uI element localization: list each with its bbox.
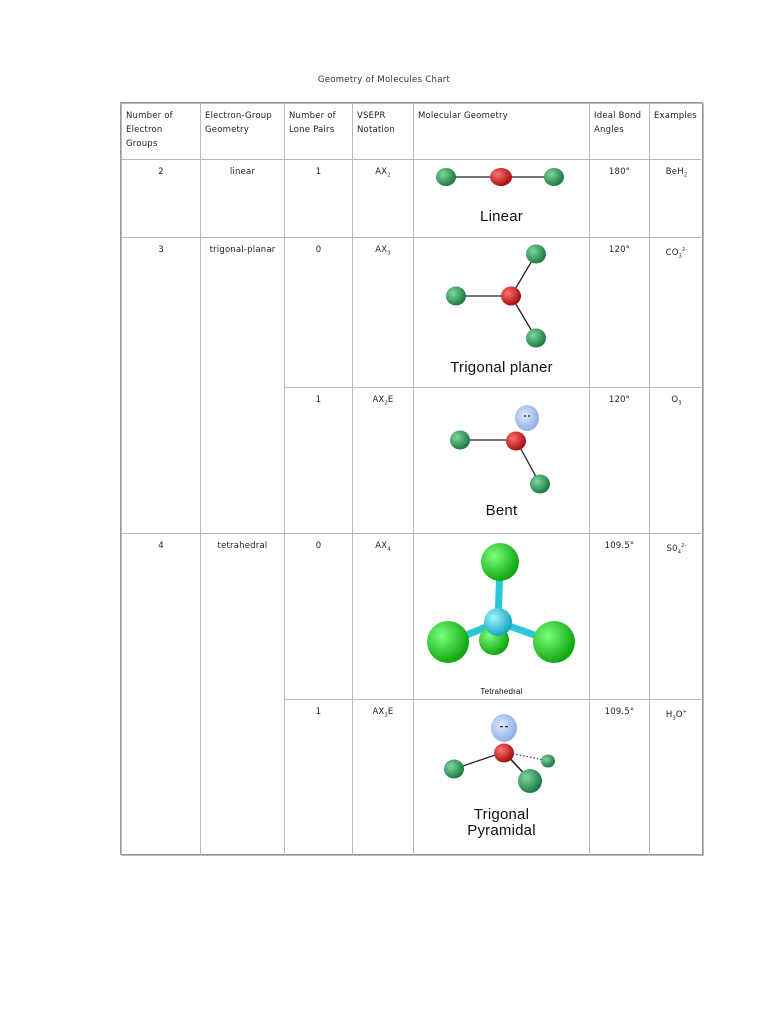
example-text: CO [665,247,679,258]
vsepr-cell [352,159,414,238]
electron-groups-2: 2 [121,159,201,238]
geometry-linear: linear [200,159,285,238]
vsepr-tail: E [387,707,394,717]
central-atom [494,744,514,763]
example-subscript: 3 [678,253,683,260]
outer-atom-back [541,755,555,768]
central-atom [506,432,526,451]
header-electron-groups: Number of Electron Groups [121,103,201,160]
molecule-linear-cell [413,159,590,238]
bond-angle-cell: 109.5° [589,533,650,700]
vsepr-tail: E [387,395,394,405]
page-title: Geometry of Molecules Chart [317,75,451,85]
example-subscript: 3 [672,715,676,722]
tetrahedral-molecule-illustration [414,534,591,701]
header-lone-pairs: Number of Lone Pairs [284,103,353,160]
vsepr-subscript: 3 [384,712,388,719]
molecule-caption-line2: Pyramidal [467,822,536,839]
header-molecular-geometry: Molecular Geometry [413,103,590,160]
lone-pair-orbital [491,714,517,742]
vsepr-cell [352,699,414,856]
molecule-bent-cell [413,387,590,534]
outer-atom [444,760,464,779]
vsepr-cell [352,237,414,388]
vsepr-cell [352,387,414,534]
molecule-caption: Tetrahedral [480,687,523,696]
outer-atom-left [436,168,456,186]
vsepr-subscript: 2 [384,400,388,407]
electron-groups-4: 4 [121,533,201,856]
example-cell [649,159,704,238]
example-superscript: + [682,709,688,715]
central-atom [501,287,521,306]
example-cell [649,387,704,534]
header-vsepr: VSEPR Notation [352,103,414,160]
geometry-trigonal-planar: trigonal-planar [200,237,285,534]
example-subscript: 2 [683,172,688,179]
lone-pairs-cell: 1 [284,387,353,534]
linear-molecule-illustration [414,160,591,239]
header-examples: Examples [649,103,704,160]
example-cell [649,699,704,856]
molecule-caption: Bent [485,502,518,519]
bond-angle-cell: 109.5° [589,699,650,856]
outer-atom [446,287,466,306]
lone-pair-electron [505,726,508,727]
vsepr-text: AX [375,541,388,551]
molecule-caption: Linear [480,208,523,225]
example-text: H [665,709,673,720]
vsepr-text: AX [372,707,385,717]
example-text-2: O [675,709,683,720]
lone-pairs-cell: 1 [284,159,353,238]
molecule-tetrahedral-cell [413,533,590,700]
electron-groups-3: 3 [121,237,201,534]
outer-atom [450,431,470,450]
outer-atom-right [544,168,564,186]
vsepr-text: AX [375,167,388,177]
vsepr-text: AX [372,395,385,405]
vsepr-subscript: 4 [387,546,391,553]
molecule-caption-line1: Trigonal [473,806,530,823]
example-text: S0 [666,543,678,554]
bond-angle-cell: 120° [589,237,650,388]
geometry-tetrahedral: tetrahedral [200,533,285,856]
geometry-table [120,102,703,855]
molecule-caption: Trigonal planer [450,359,553,376]
molecule-trigonal-pyramidal-cell [413,699,590,856]
outer-atom-left [427,621,469,663]
central-atom [490,168,512,186]
example-cell [649,237,704,388]
example-text: BeH [665,167,684,177]
lone-pairs-cell: 0 [284,237,353,388]
outer-atom [530,475,550,494]
lone-pair-electron [500,726,503,727]
central-atom [484,608,512,636]
bond-angle-cell: 120° [589,387,650,534]
example-text: O [671,395,679,405]
lone-pairs-cell: 0 [284,533,353,700]
lone-pair-orbital [515,405,539,431]
vsepr-cell [352,533,414,700]
vsepr-subscript: 3 [387,250,391,257]
example-cell [649,533,704,700]
vsepr-subscript: 2 [387,172,391,179]
lone-pair-electron [524,415,526,417]
example-subscript: 3 [678,400,682,407]
header-electron-group-geometry: Electron-Group Geometry [200,103,285,160]
header-bond-angles: Ideal Bond Angles [589,103,650,160]
outer-atom [526,245,546,264]
outer-atom-top [481,543,519,581]
example-subscript: 4 [677,549,682,556]
outer-atom-front [518,769,542,793]
example-superscript: 2- [682,247,688,253]
lone-pair-electron [528,415,530,417]
bond-angle-cell: 180° [589,159,650,238]
lone-pairs-cell: 1 [284,699,353,856]
vsepr-text: AX [375,245,388,255]
outer-atom [526,329,546,348]
outer-atom-right [533,621,575,663]
molecule-trigonal-planar-cell [413,237,590,388]
example-superscript: 2- [681,543,687,549]
